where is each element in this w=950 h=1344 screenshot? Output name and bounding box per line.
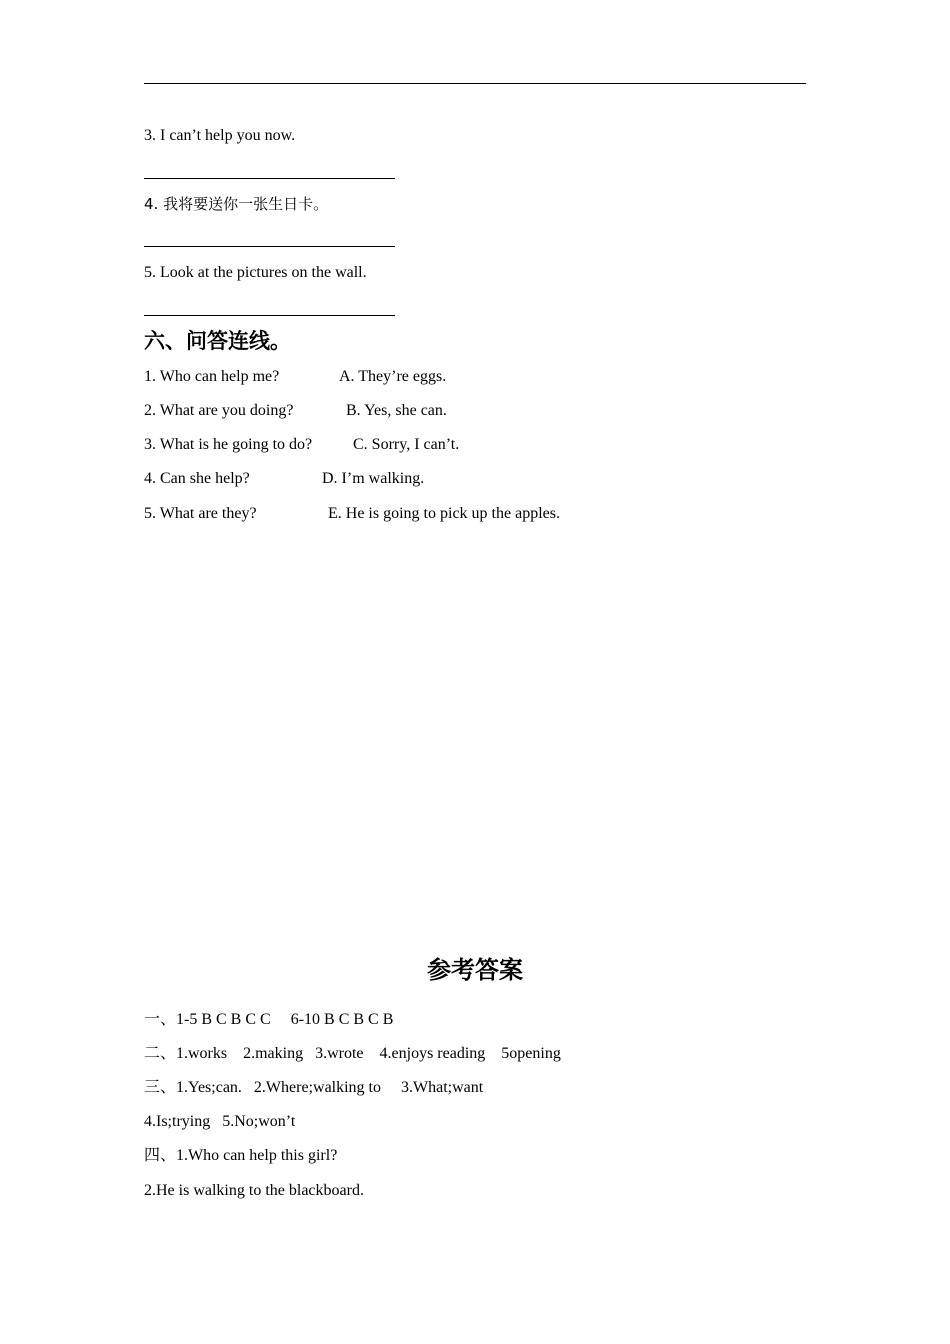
translation-item-4-text: 4. 我将要送你一张生日卡。: [144, 195, 329, 213]
translation-item-4: [144, 194, 328, 215]
question-5: 5. What are they?: [144, 505, 257, 522]
section-6-heading: 六、问答连线。: [144, 329, 291, 353]
answer-blank-5: [144, 315, 395, 316]
answer-e: E. He is going to pick up the apples.: [328, 505, 560, 522]
translation-item-3: 3. I can’t help you now.: [144, 127, 296, 144]
question-2: 2. What are you doing?: [144, 402, 294, 419]
answer-key-line-3: 三、1.Yes;can. 2.Where;walking to 3.What;want: [144, 1079, 484, 1096]
question-1: 1. Who can help me?: [144, 368, 280, 385]
answer-c: C. Sorry, I can’t.: [353, 436, 460, 453]
answer-blank-3: [144, 178, 395, 179]
answer-key-line-2: 二、1.works 2.making 3.wrote 4.enjoys reading 5opening: [144, 1045, 561, 1062]
answer-key-title: 参考答案: [427, 956, 523, 984]
answer-key-line-5: 四、1.Who can help this girl?: [144, 1147, 338, 1164]
question-4: 4. Can she help?: [144, 470, 250, 487]
question-3: 3. What is he going to do?: [144, 436, 313, 453]
answer-blank-4: [144, 246, 395, 247]
answer-key-line-4: 4.Is;trying 5.No;won’t: [144, 1113, 296, 1130]
answer-a: A. They’re eggs.: [339, 368, 447, 385]
translation-item-5: 5. Look at the pictures on the wall.: [144, 264, 367, 281]
top-answer-line: [144, 83, 806, 84]
answer-key-line-6: 2.He is walking to the blackboard.: [144, 1182, 364, 1199]
answer-d: D. I’m walking.: [322, 470, 425, 487]
answer-b: B. Yes, she can.: [346, 402, 447, 419]
answer-key-line-1: 一、1-5 B C B C C 6-10 B C B C B: [144, 1011, 394, 1028]
